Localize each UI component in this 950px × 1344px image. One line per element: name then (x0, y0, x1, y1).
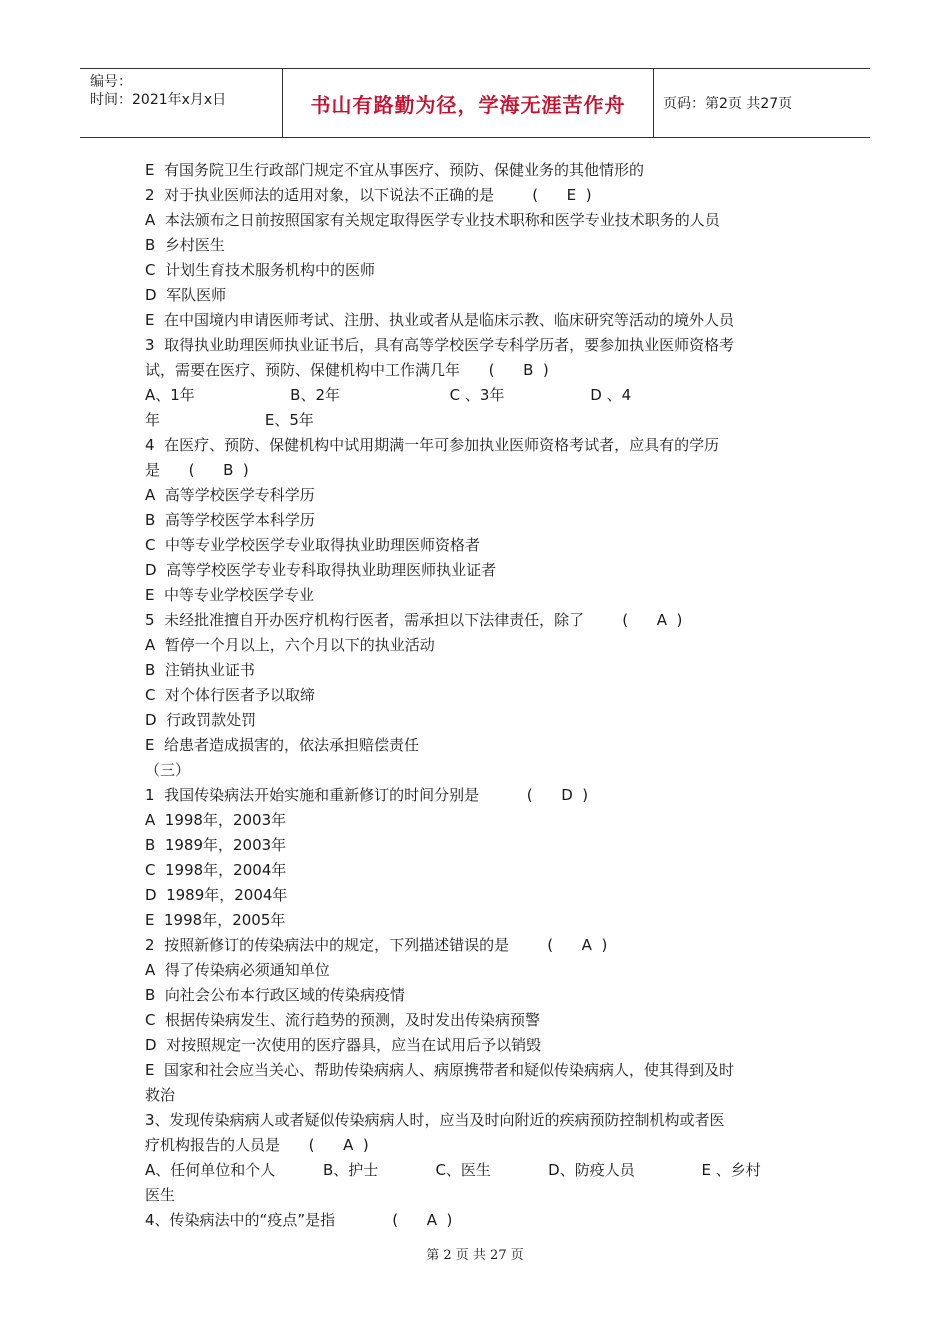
header-page-info: 页码：第2页 共27页 (663, 96, 793, 112)
text-line: C 中等专业学校医学专业取得执业助理医师资格者 (145, 536, 481, 554)
text-line: E 国家和社会应当关心、帮助传染病病人、病原携带者和疑似传染病病人，使其得到及时 (145, 1061, 735, 1079)
text-line: 5 未经批准擅自开办医疗机构行医者，需承担以下法律责任，除了 ( A ) (145, 611, 683, 629)
text-line: A 暂停一个月以上，六个月以下的执业活动 (145, 636, 435, 654)
page-header (80, 68, 870, 138)
text-line: D 军队医师 (145, 286, 227, 304)
text-line: D 对按照规定一次使用的医疗器具，应当在试用后予以销毁 (145, 1036, 542, 1054)
text-line: E 中等专业学校医学专业 (145, 586, 315, 604)
text-line: E 有国务院卫生行政部门规定不宜从事医疗、预防、保健业务的其他情形的 (145, 161, 645, 179)
text-line: B 高等学校医学本科学历 (145, 511, 315, 529)
text-line: 4、传染病法中的“疫点”是指 ( A ) (145, 1211, 453, 1229)
text-line: C 计划生育技术服务机构中的医师 (145, 261, 376, 279)
text-line: 试，需要在医疗、预防、保健机构中工作满几年 ( B ) (145, 361, 549, 379)
text-line: C 对个体行医者予以取缔 (145, 686, 316, 704)
text-line: A 高等学校医学专科学历 (145, 486, 315, 504)
page-footer: 第 2 页 共 27 页 (426, 1248, 524, 1263)
header-meta (80, 69, 282, 137)
text-line: 2 按照新修订的传染病法中的规定，下列描述错误的是 ( A ) (145, 936, 608, 954)
text-line: 是 ( B ) (145, 461, 249, 479)
text-line: B 注销执业证书 (145, 661, 255, 679)
text-line: 3、发现传染病病人或者疑似传染病病人时，应当及时向附近的疾病预防控制机构或者医 (145, 1111, 725, 1129)
text-line: E 给患者造成损害的，依法承担赔偿责任 (145, 736, 420, 754)
document-date: 时间：2021年x月x日 (90, 92, 227, 108)
text-line: D 行政罚款处罚 (145, 711, 257, 729)
text-line: B 乡村医生 (145, 236, 225, 254)
text-line: 疗机构报告的人员是 ( A ) (145, 1136, 369, 1154)
text-line: E 在中国境内申请医师考试、注册、执业或者从是临床示教、临床研究等活动的境外人员 (145, 311, 735, 329)
text-line: A、1年 B、2年 C 、3年 D 、4 (145, 386, 632, 404)
text-line: C 根据传染病发生、流行趋势的预测，及时发出传染病预警 (145, 1011, 541, 1029)
text-line: 年 E、5年 (145, 411, 314, 429)
text-line: E 1998年，2005年 (145, 911, 286, 929)
text-line: A 1998年，2003年 (145, 811, 287, 829)
header-motto: 书山有路勤为径，学海无涯苦作舟 (310, 92, 626, 117)
text-line: A 得了传染病必须通知单位 (145, 961, 330, 979)
text-line: B 向社会公布本行政区域的传染病疫情 (145, 986, 405, 1004)
text-line: A 本法颁布之日前按照国家有关规定取得医学专业技术职称和医学专业技术职务的人员 (145, 211, 720, 229)
text-line: （三） (145, 761, 191, 779)
text-line: 4 在医疗、预防、保健机构中试用期满一年可参加执业医师资格考试者，应具有的学历 (145, 436, 720, 454)
document-number: 编号： (90, 74, 132, 90)
text-line: D 1989年，2004年 (145, 886, 288, 904)
text-line: B 1989年，2003年 (145, 836, 287, 854)
text-line: 1 我国传染病法开始实施和重新修订的时间分别是 ( D ) (145, 786, 589, 804)
document-body (145, 158, 810, 1233)
header-motto-cell (282, 69, 654, 137)
text-line: 3 取得执业助理医师执业证书后，具有高等学校医学专科学历者，要参加执业医师资格考 (145, 336, 735, 354)
text-line: C 1998年，2004年 (145, 861, 287, 879)
header-page-cell (653, 69, 870, 137)
text-line: D 高等学校医学专业专科取得执业助理医师执业证者 (145, 561, 497, 579)
text-line: A、任何单位和个人 B、护士 C、医生 D、防疫人员 E 、乡村 (145, 1161, 761, 1179)
text-line: 救治 (145, 1086, 176, 1104)
text-line: 2 对于执业医师法的适用对象，以下说法不正确的是 ( E ) (145, 186, 592, 204)
text-line: 医生 (145, 1186, 176, 1204)
